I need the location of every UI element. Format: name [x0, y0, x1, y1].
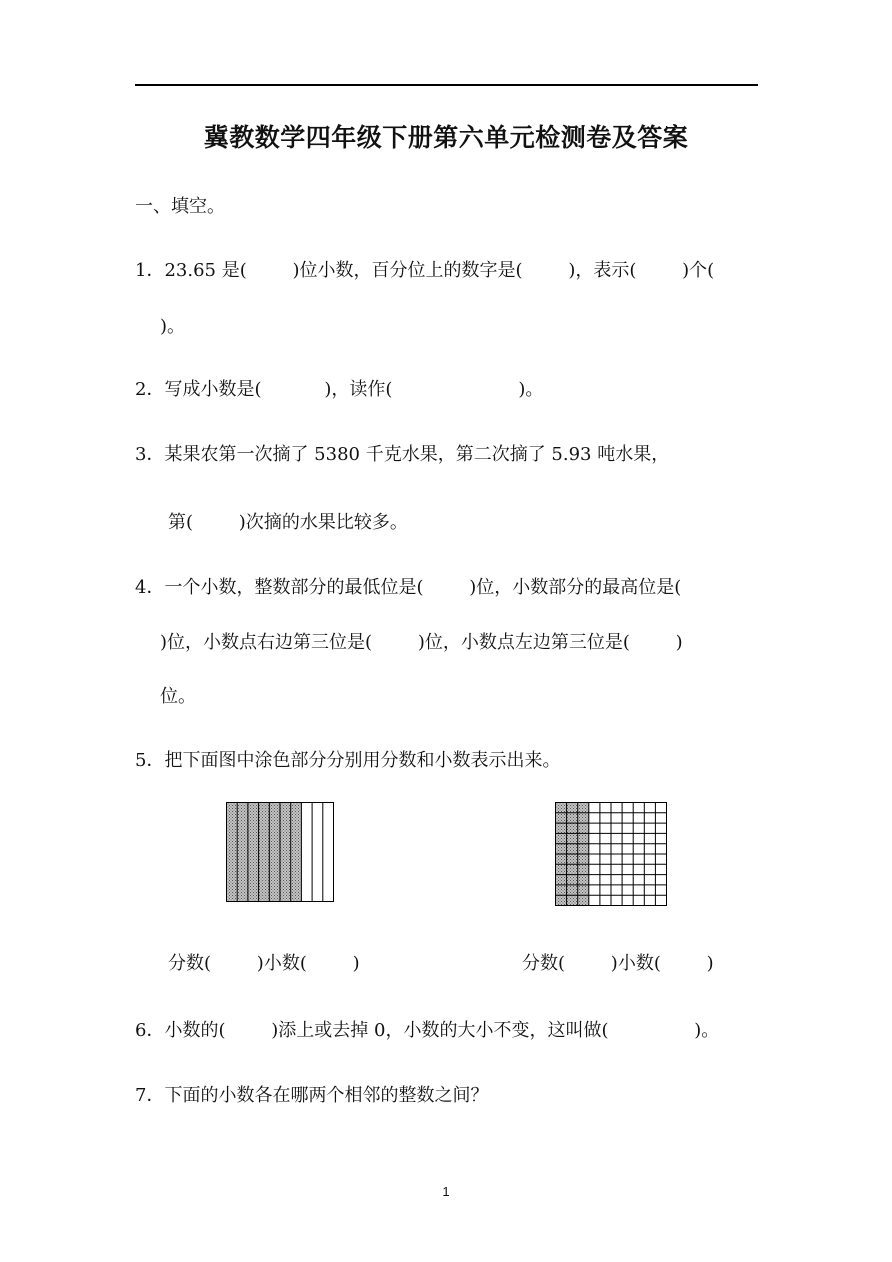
shaded-strip: [227, 803, 238, 902]
question-5-right-answer: 分数( )小数( ): [522, 953, 714, 974]
question-6: 6．小数的( )添上或去掉 0，小数的大小不变，这叫做( )。: [135, 1020, 720, 1041]
question-2: 2．写成小数是( )，读作( )。: [135, 379, 544, 400]
shaded-strip: [248, 803, 259, 902]
question-1-line-1: 1．23.65 是( )位小数，百分位上的数字是( )，表示( )个(: [135, 260, 715, 281]
striped-column-figure: [226, 802, 334, 902]
question-3-line-1: 3．某果农第一次摘了 5380 千克水果，第二次摘了 5.93 吨水果，: [135, 444, 670, 465]
shaded-strip: [280, 803, 291, 902]
page-title: 冀教数学四年级下册第六单元检测卷及答案: [203, 123, 689, 152]
shaded-strip: [269, 803, 280, 902]
question-4-line-2: )位，小数点右边第三位是( )位，小数点左边第三位是( ): [160, 632, 683, 653]
page-number: 1: [442, 1184, 450, 1199]
question-4-line-1: 4．一个小数，整数部分的最低位是( )位，小数部分的最高位是(: [135, 577, 682, 598]
question-5: 5．把下面图中涂色部分分别用分数和小数表示出来。: [135, 750, 561, 771]
question-1-line-2: )。: [160, 316, 186, 337]
shaded-strip: [237, 803, 248, 902]
question-4-line-3: 位。: [160, 686, 196, 707]
hundred-grid-figure: [555, 802, 667, 906]
question-7: 7．下面的小数各在哪两个相邻的整数之间？: [135, 1085, 489, 1106]
section-heading: 一、填空。: [135, 196, 225, 217]
shaded-strip: [259, 803, 270, 902]
header-rule: [135, 84, 758, 86]
shaded-strip: [291, 803, 302, 902]
question-5-left-answer: 分数( )小数( ): [168, 953, 360, 974]
question-3-line-2: 第( )次摘的水果比较多。: [168, 512, 408, 533]
